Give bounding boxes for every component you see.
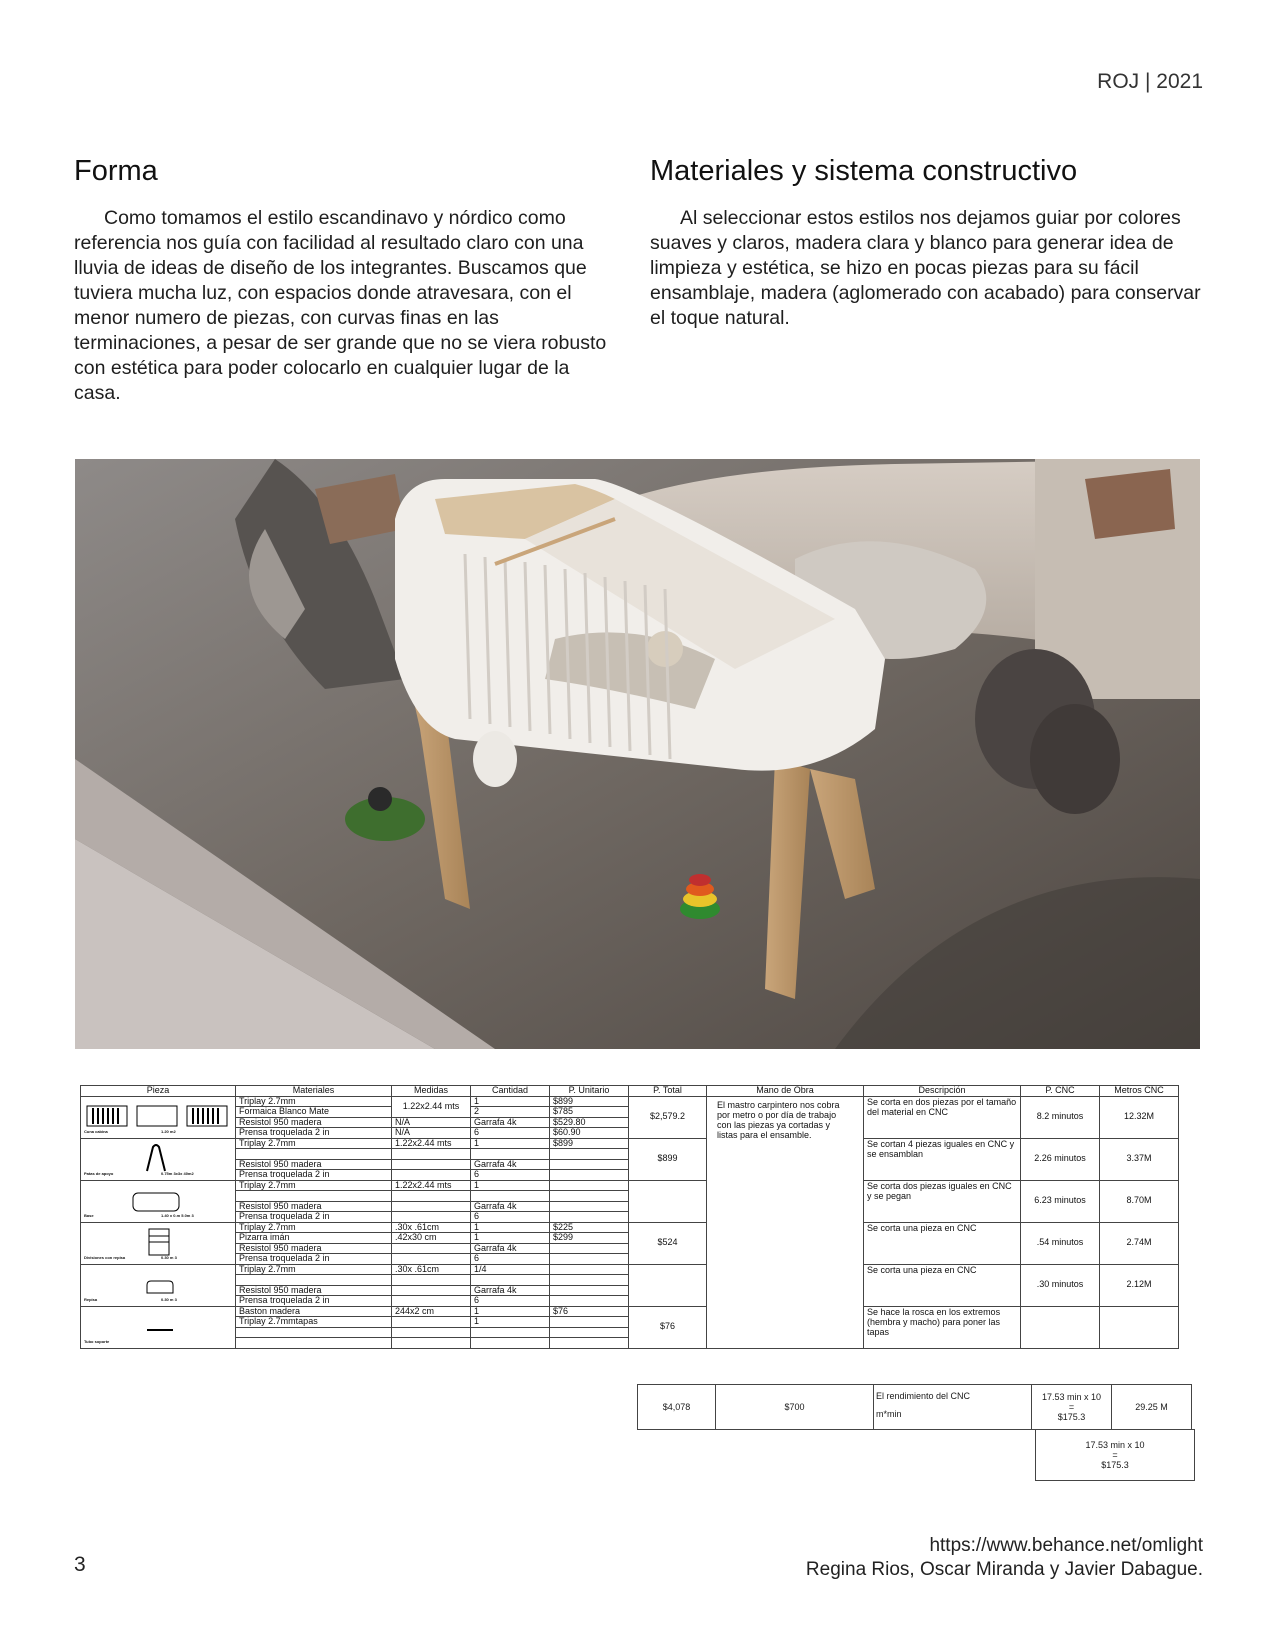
piece-cell-tubo — [81, 1306, 236, 1348]
medida-cell: N/A — [392, 1128, 471, 1139]
piece-dims: 0.75m 3x3x 40m2 — [161, 1171, 194, 1176]
footer-url[interactable]: https://www.behance.net/omlight — [929, 1535, 1203, 1556]
summary-row — [638, 1385, 1192, 1430]
unitario-cell — [550, 1264, 629, 1275]
table-row — [81, 1096, 1179, 1107]
unitario-cell — [550, 1338, 629, 1349]
cost-table — [80, 1085, 1179, 1349]
crib-render-photo — [75, 459, 1200, 1049]
cnc-cell: .54 minutos — [1021, 1222, 1100, 1264]
metros-cell: 2.12M — [1100, 1264, 1179, 1306]
material-cell: Triplay 2.7mm — [236, 1096, 392, 1107]
medida-cell: 244x2 cm — [392, 1306, 471, 1317]
unitario-cell — [550, 1149, 629, 1160]
desc-cell: Se corta en dos piezas por el tamaño del material en CNC — [864, 1096, 1021, 1138]
medida-cell — [392, 1327, 471, 1338]
materiales-section — [650, 155, 1205, 331]
unitario-cell: $299 — [550, 1233, 629, 1244]
total-cell: $524 — [629, 1222, 707, 1264]
summary-table — [637, 1384, 1192, 1430]
table-row — [81, 1306, 1179, 1317]
material-cell — [236, 1149, 392, 1160]
unitario-cell: $899 — [550, 1096, 629, 1107]
unitario-cell — [550, 1191, 629, 1202]
summary-cnc-line2: = — [1068, 1402, 1075, 1412]
summary-cnc — [1032, 1385, 1112, 1430]
medida-cell — [392, 1201, 471, 1212]
material-cell: Prensa troquelada 2 in — [236, 1170, 392, 1181]
unitario-cell: $529.80 — [550, 1117, 629, 1128]
header-cell: Cantidad — [471, 1086, 550, 1097]
cantidad-cell: Garrafa 4k — [471, 1243, 550, 1254]
unitario-cell — [550, 1296, 629, 1307]
unitario-cell: $785 — [550, 1107, 629, 1118]
unitario-cell — [550, 1254, 629, 1265]
unitario-cell: $899 — [550, 1138, 629, 1149]
page-number: 3 — [74, 1553, 86, 1576]
header-cell: Metros CNC — [1100, 1086, 1179, 1097]
piece-dims: 0.30 m 3 — [161, 1255, 177, 1260]
header-cell: Pieza — [81, 1086, 236, 1097]
medida-cell — [392, 1254, 471, 1265]
header-cell: Materiales — [236, 1086, 392, 1097]
table-header-row — [81, 1086, 1179, 1097]
medida-cell — [392, 1170, 471, 1181]
summary-cnc-line3: $175.3 — [1057, 1412, 1086, 1422]
summary-mano-obra: $700 — [716, 1385, 874, 1430]
material-cell: Prensa troquelada 2 in — [236, 1296, 392, 1307]
cantidad-cell: 1 — [471, 1317, 550, 1328]
summary-total: $4,078 — [638, 1385, 716, 1430]
piece-label: Tubo soporte — [84, 1339, 110, 1344]
total-cell: $899 — [629, 1138, 707, 1180]
cnc-cell: .30 minutos — [1021, 1264, 1100, 1306]
unitario-cell — [550, 1243, 629, 1254]
unitario-cell — [550, 1212, 629, 1223]
unitario-cell: $76 — [550, 1306, 629, 1317]
cantidad-cell: 6 — [471, 1128, 550, 1139]
cantidad-cell — [471, 1338, 550, 1349]
header-cell: P. CNC — [1021, 1086, 1100, 1097]
material-cell: Prensa troquelada 2 in — [236, 1212, 392, 1223]
cost-table-wrapper — [80, 1085, 1179, 1349]
piece-cell-divisiones — [81, 1222, 236, 1264]
cantidad-cell: 6 — [471, 1296, 550, 1307]
unitario-cell — [550, 1285, 629, 1296]
medida-cell: 1.22x2.44 mts — [392, 1180, 471, 1191]
medida-cell — [392, 1212, 471, 1223]
metros-cell: 3.37M — [1100, 1138, 1179, 1180]
cantidad-cell: Garrafa 4k — [471, 1117, 550, 1128]
footer-authors: Regina Rios, Oscar Miranda y Javier Dabague. — [805, 1559, 1203, 1580]
table-row — [81, 1222, 1179, 1233]
cantidad-cell: 6 — [471, 1212, 550, 1223]
piece-dims: 1.40 x 0.m 5.0m 3 — [161, 1213, 194, 1218]
mano-obra-cell — [707, 1096, 864, 1348]
piece-dims: 1.20 m2 — [161, 1129, 176, 1134]
cantidad-cell: Garrafa 4k — [471, 1201, 550, 1212]
medida-cell — [392, 1285, 471, 1296]
piece-label: Cuna cabina — [84, 1129, 108, 1134]
total-cell — [629, 1264, 707, 1306]
piece-label: Patas de apoyo — [84, 1171, 114, 1176]
cnc-extra-line3: $175.3 — [1101, 1460, 1129, 1470]
medida-cell — [392, 1191, 471, 1202]
cnc-extra-box — [1035, 1429, 1195, 1481]
medida-cell — [392, 1317, 471, 1328]
material-cell: Prensa troquelada 2 in — [236, 1128, 392, 1139]
cantidad-cell: Garrafa 4k — [471, 1159, 550, 1170]
forma-title: Forma — [74, 155, 158, 187]
desc-cell: Se corta una pieza en CNC — [864, 1222, 1021, 1264]
unitario-cell — [550, 1180, 629, 1191]
material-cell — [236, 1275, 392, 1286]
total-cell: $76 — [629, 1306, 707, 1348]
cantidad-cell — [471, 1327, 550, 1338]
forma-section — [74, 155, 609, 406]
materiales-title: Materiales y sistema constructivo — [650, 155, 1078, 187]
total-cell — [629, 1180, 707, 1222]
medida-cell: .30x .61cm — [392, 1264, 471, 1275]
material-cell — [236, 1327, 392, 1338]
base-drawing-icon — [131, 1191, 181, 1213]
piece-cell-patas — [81, 1138, 236, 1180]
cantidad-cell — [471, 1275, 550, 1286]
medida-cell — [392, 1243, 471, 1254]
cantidad-cell: 1 — [471, 1180, 550, 1191]
legs-drawing-icon — [141, 1143, 171, 1173]
desc-cell: Se corta una pieza en CNC — [864, 1264, 1021, 1306]
unitario-cell — [550, 1327, 629, 1338]
material-cell — [236, 1191, 392, 1202]
forma-body: Como tomamos el estilo escandinavo y nórdico como referencia nos guía con facilidad al resultado claro con una lluvia de ideas de diseño de los integrantes. Buscamos que tuviera mucha luz, con espacios donde atravesara, con el menor numero de piezas, con curvas finas en las terminaciones, a pesar de ser grande que no se viera robusto con estética para poder colocarlo en cualquier lugar de la casa. — [74, 207, 607, 404]
summary-cnc-line1: 17.53 min x 10 — [1041, 1392, 1102, 1402]
cantidad-cell: 1 — [471, 1222, 550, 1233]
material-cell: Triplay 2.7mm — [236, 1264, 392, 1275]
cantidad-cell: 2 — [471, 1107, 550, 1118]
header-cell: Descripción — [864, 1086, 1021, 1097]
metros-cell: 12.32M — [1100, 1096, 1179, 1138]
cantidad-cell: 6 — [471, 1170, 550, 1181]
metros-cell: 8.70M — [1100, 1180, 1179, 1222]
cantidad-cell: 6 — [471, 1254, 550, 1265]
header-cell: P. Unitario — [550, 1086, 629, 1097]
medida-cell: .42x30 cm — [392, 1233, 471, 1244]
material-cell: Triplay 2.7mm — [236, 1222, 392, 1233]
desc-cell: Se corta dos piezas iguales en CNC y se pegan — [864, 1180, 1021, 1222]
material-cell: Resistol 950 madera — [236, 1201, 392, 1212]
medida-cell: 1.22x2.44 mts — [392, 1138, 471, 1149]
summary-desc-line2: m*min — [876, 1409, 902, 1419]
header-cell: Mano de Obra — [707, 1086, 864, 1097]
material-cell: Triplay 2.7mm — [236, 1138, 392, 1149]
table-row — [81, 1264, 1179, 1275]
material-cell: Prensa troquelada 2 in — [236, 1254, 392, 1265]
medida-cell — [392, 1275, 471, 1286]
piece-dims: 0.30 m 3 — [161, 1297, 177, 1302]
piece-cell-base — [81, 1180, 236, 1222]
header-cell: P. Total — [629, 1086, 707, 1097]
medida-cell — [392, 1159, 471, 1170]
material-cell: Resistol 950 madera — [236, 1159, 392, 1170]
medida-cell — [392, 1296, 471, 1307]
material-cell: Resistol 950 madera — [236, 1285, 392, 1296]
cantidad-cell: 1 — [471, 1306, 550, 1317]
material-cell: Triplay 2.7mm — [236, 1180, 392, 1191]
unitario-cell — [550, 1317, 629, 1328]
material-cell: Pizarra imán — [236, 1233, 392, 1244]
metros-cell — [1100, 1306, 1179, 1348]
shelf-division-drawing-icon — [147, 1227, 171, 1257]
piece-label: Divisiones con repisa — [84, 1255, 126, 1260]
mano-obra-text: El mastro carpintero nos cobra por metro o por día de trabajo con las piezas ya cortadas y listas para el ensamble. — [717, 1099, 840, 1140]
material-cell: Baston madera — [236, 1306, 392, 1317]
medida-cell: 1.22x2.44 mts — [392, 1096, 471, 1117]
cantidad-cell: 1 — [471, 1096, 550, 1107]
cnc-extra-line2: = — [1112, 1450, 1118, 1460]
piece-label: Repisa — [84, 1297, 98, 1302]
summary-desc-line1: El rendimiento del CNC — [876, 1391, 971, 1401]
piece-label: Base — [84, 1213, 94, 1218]
cnc-extra-line1: 17.53 min x 10 — [1085, 1440, 1145, 1450]
medida-cell — [392, 1338, 471, 1349]
cnc-cell: 8.2 minutos — [1021, 1096, 1100, 1138]
cnc-cell: 2.26 minutos — [1021, 1138, 1100, 1180]
metros-cell: 2.74M — [1100, 1222, 1179, 1264]
unitario-cell — [550, 1275, 629, 1286]
cnc-cell — [1021, 1306, 1100, 1348]
material-cell: Triplay 2.7mmtapas — [236, 1317, 392, 1328]
materiales-body: Al seleccionar estos estilos nos dejamos guiar por colores suaves y claros, madera clara y blanco para generar idea de limpieza y estética, se hizo en pocas piezas para su fácil ensamblaje, madera (aglomerado con acabado) para conservar el toque natural. — [650, 207, 1201, 329]
desc-cell: Se hace la rosca en los extremos (hembra y macho) para poner las tapas — [864, 1306, 1021, 1348]
desc-cell: Se cortan 4 piezas iguales en CNC y se ensamblan — [864, 1138, 1021, 1180]
cantidad-cell: Garrafa 4k — [471, 1285, 550, 1296]
summary-metros: 29.25 M — [1112, 1385, 1192, 1430]
cantidad-cell — [471, 1191, 550, 1202]
unitario-cell — [550, 1201, 629, 1212]
unitario-cell: $60.90 — [550, 1128, 629, 1139]
cantidad-cell: 1 — [471, 1138, 550, 1149]
cantidad-cell — [471, 1149, 550, 1160]
material-cell: Resistol 950 madera — [236, 1243, 392, 1254]
medida-cell: N/A — [392, 1117, 471, 1128]
document-header: ROJ | 2021 — [1097, 70, 1203, 93]
cantidad-cell: 1/4 — [471, 1264, 550, 1275]
medida-cell: .30x .61cm — [392, 1222, 471, 1233]
unitario-cell — [550, 1159, 629, 1170]
material-cell: Formaica Blanco Mate — [236, 1107, 392, 1118]
header-cell: Medidas — [392, 1086, 471, 1097]
cantidad-cell: 1 — [471, 1233, 550, 1244]
material-cell: Resistol 950 madera — [236, 1117, 392, 1128]
material-cell — [236, 1338, 392, 1349]
total-cell: $2,579.2 — [629, 1096, 707, 1138]
summary-desc — [874, 1385, 1032, 1430]
cnc-cell: 6.23 minutos — [1021, 1180, 1100, 1222]
piece-cell-cuna — [81, 1096, 236, 1138]
medida-cell — [392, 1149, 471, 1160]
shelf-drawing-icon — [145, 1279, 175, 1295]
unitario-cell — [550, 1170, 629, 1181]
rod-drawing-icon — [145, 1327, 175, 1333]
table-row — [81, 1138, 1179, 1149]
piece-cell-repisa — [81, 1264, 236, 1306]
table-row — [81, 1180, 1179, 1191]
unitario-cell: $225 — [550, 1222, 629, 1233]
